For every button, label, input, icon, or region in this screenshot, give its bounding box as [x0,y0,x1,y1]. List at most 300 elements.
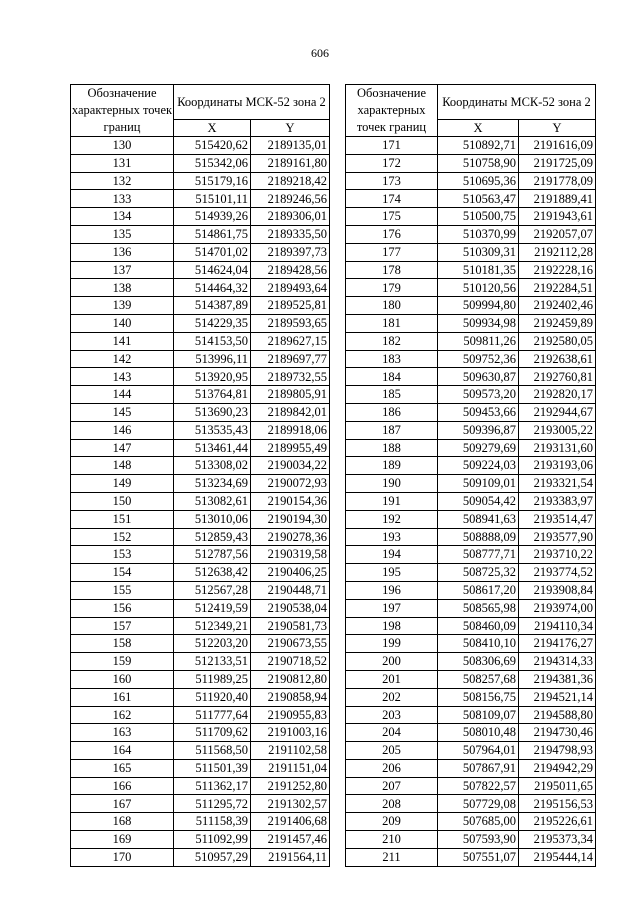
x-coordinate-cell: 512638,42 [174,564,251,582]
point-id-cell: 154 [71,564,174,582]
y-coordinate-cell: 2190955,83 [251,706,330,724]
table-row [71,261,330,279]
table-row [346,297,596,315]
x-coordinate-cell: 507685,00 [438,813,519,831]
x-coordinate-cell: 513010,06 [174,510,251,528]
table-row [71,581,330,599]
point-id-cell: 164 [71,742,174,760]
table-row [71,724,330,742]
x-coordinate-cell: 511362,17 [174,777,251,795]
table-row [71,706,330,724]
x-coordinate-cell: 509934,98 [438,314,519,332]
table-row [346,368,596,386]
point-id-cell: 201 [346,670,438,688]
y-coordinate-cell: 2193577,90 [519,528,596,546]
x-coordinate-cell: 508777,71 [438,546,519,564]
y-coordinate-cell: 2190406,25 [251,564,330,582]
x-coordinate-cell: 513920,95 [174,368,251,386]
y-coordinate-cell: 2194381,36 [519,670,596,688]
x-coordinate-cell: 513234,69 [174,475,251,493]
point-id-cell: 170 [71,848,174,866]
point-id-cell: 181 [346,314,438,332]
coordinates-table-right [345,84,596,867]
point-id-cell: 142 [71,350,174,368]
x-coordinate-cell: 512419,59 [174,599,251,617]
table-row [71,332,330,350]
y-coordinate-cell: 2190673,55 [251,635,330,653]
table-row [346,492,596,510]
y-coordinate-cell: 2189842,01 [251,403,330,421]
table-row [71,831,330,849]
table-row [346,154,596,172]
y-coordinate-cell: 2189805,91 [251,386,330,404]
x-coordinate-cell: 514229,35 [174,314,251,332]
table-row [346,350,596,368]
table-row [346,795,596,813]
y-coordinate-cell: 2193710,22 [519,546,596,564]
point-id-cell: 150 [71,492,174,510]
table-row [71,528,330,546]
x-coordinate-cell: 512787,56 [174,546,251,564]
x-coordinate-cell: 514464,32 [174,279,251,297]
y-coordinate-cell: 2192760,81 [519,368,596,386]
y-coordinate-cell: 2189397,73 [251,243,330,261]
point-id-cell: 146 [71,421,174,439]
y-coordinate-cell: 2191151,04 [251,759,330,777]
point-id-cell: 159 [71,653,174,671]
table-row [71,208,330,226]
x-coordinate-cell: 515101,11 [174,190,251,208]
y-coordinate-cell: 2191889,41 [519,190,596,208]
table-row [71,635,330,653]
point-column-header: Обозначение характерных точек границ [346,85,438,137]
point-id-cell: 151 [71,510,174,528]
point-id-cell: 196 [346,581,438,599]
point-id-cell: 160 [71,670,174,688]
x-coordinate-cell: 512349,21 [174,617,251,635]
table-row [346,670,596,688]
table-row [346,724,596,742]
x-coordinate-cell: 512203,20 [174,635,251,653]
y-coordinate-cell: 2191252,80 [251,777,330,795]
y-coordinate-cell: 2194176,27 [519,635,596,653]
point-id-cell: 209 [346,813,438,831]
y-coordinate-cell: 2189493,64 [251,279,330,297]
y-coordinate-cell: 2195444,14 [519,848,596,866]
table-row [346,706,596,724]
x-coordinate-cell: 510181,35 [438,261,519,279]
point-id-cell: 193 [346,528,438,546]
point-id-cell: 158 [71,635,174,653]
y-coordinate-cell: 2190194,30 [251,510,330,528]
point-id-cell: 162 [71,706,174,724]
point-id-cell: 185 [346,386,438,404]
x-coordinate-cell: 515342,06 [174,154,251,172]
point-id-cell: 182 [346,332,438,350]
y-coordinate-cell: 2190154,36 [251,492,330,510]
table-row [71,172,330,190]
point-id-cell: 136 [71,243,174,261]
point-id-cell: 187 [346,421,438,439]
point-id-cell: 135 [71,225,174,243]
y-coordinate-cell: 2192112,28 [519,243,596,261]
table-row [71,688,330,706]
y-coordinate-cell: 2191778,09 [519,172,596,190]
table-row [71,670,330,688]
x-coordinate-cell: 508257,68 [438,670,519,688]
table-row [346,742,596,760]
point-id-cell: 143 [71,368,174,386]
point-id-cell: 175 [346,208,438,226]
table-row [346,688,596,706]
x-coordinate-cell: 508617,20 [438,581,519,599]
table-row [71,190,330,208]
y-coordinate-cell: 2190581,73 [251,617,330,635]
y-coordinate-cell: 2189335,50 [251,225,330,243]
y-coordinate-cell: 2189525,81 [251,297,330,315]
table-row [71,653,330,671]
x-coordinate-cell: 509224,03 [438,457,519,475]
x-coordinate-cell: 508010,48 [438,724,519,742]
x-coordinate-cell: 511920,40 [174,688,251,706]
y-coordinate-cell: 2191457,46 [251,831,330,849]
x-coordinate-cell: 510892,71 [438,137,519,155]
table-row [71,759,330,777]
point-id-cell: 194 [346,546,438,564]
y-coordinate-cell: 2189955,49 [251,439,330,457]
x-coordinate-cell: 507867,91 [438,759,519,777]
table-row [346,190,596,208]
x-coordinate-cell: 507964,01 [438,742,519,760]
x-coordinate-cell: 507822,57 [438,777,519,795]
x-coordinate-cell: 508888,09 [438,528,519,546]
table-row [71,795,330,813]
x-coordinate-cell: 513082,61 [174,492,251,510]
point-id-cell: 145 [71,403,174,421]
y-column-header: Y [251,120,330,137]
y-coordinate-cell: 2189593,65 [251,314,330,332]
x-coordinate-cell: 515420,62 [174,137,251,155]
point-id-cell: 166 [71,777,174,795]
x-coordinate-cell: 508725,32 [438,564,519,582]
point-id-cell: 178 [346,261,438,279]
y-coordinate-cell: 2190538,04 [251,599,330,617]
point-id-cell: 131 [71,154,174,172]
y-coordinate-cell: 2189218,42 [251,172,330,190]
y-coordinate-cell: 2195226,61 [519,813,596,831]
table-row [346,243,596,261]
x-coordinate-cell: 510957,29 [174,848,251,866]
x-coordinate-cell: 512133,51 [174,653,251,671]
point-id-cell: 186 [346,403,438,421]
table-row [346,475,596,493]
table-row [346,137,596,155]
table-row [71,848,330,866]
table-row [346,314,596,332]
table-row [71,297,330,315]
table-body [71,137,330,867]
point-id-cell: 149 [71,475,174,493]
table-row [346,261,596,279]
x-column-header: X [174,120,251,137]
x-coordinate-cell: 511709,62 [174,724,251,742]
point-id-cell: 205 [346,742,438,760]
x-coordinate-cell: 511777,64 [174,706,251,724]
y-coordinate-cell: 2194798,93 [519,742,596,760]
x-coordinate-cell: 509279,69 [438,439,519,457]
point-id-cell: 206 [346,759,438,777]
x-coordinate-cell: 509811,26 [438,332,519,350]
table-row [346,759,596,777]
table-row [346,439,596,457]
point-id-cell: 161 [71,688,174,706]
point-id-cell: 130 [71,137,174,155]
x-coordinate-cell: 510758,90 [438,154,519,172]
point-id-cell: 167 [71,795,174,813]
table-row [71,546,330,564]
x-coordinate-cell: 508565,98 [438,599,519,617]
coordinates-table-left [70,84,330,867]
point-id-cell: 208 [346,795,438,813]
point-id-cell: 156 [71,599,174,617]
point-id-cell: 176 [346,225,438,243]
point-id-cell: 189 [346,457,438,475]
table-row [71,742,330,760]
y-coordinate-cell: 2191943,61 [519,208,596,226]
y-coordinate-cell: 2193005,22 [519,421,596,439]
point-id-cell: 148 [71,457,174,475]
y-coordinate-cell: 2190072,93 [251,475,330,493]
x-coordinate-cell: 514153,50 [174,332,251,350]
x-coordinate-cell: 509994,80 [438,297,519,315]
x-coordinate-cell: 510120,56 [438,279,519,297]
point-id-cell: 197 [346,599,438,617]
x-coordinate-cell: 514624,04 [174,261,251,279]
table-row [71,368,330,386]
point-id-cell: 141 [71,332,174,350]
x-coordinate-cell: 513996,11 [174,350,251,368]
y-coordinate-cell: 2190718,52 [251,653,330,671]
x-coordinate-cell: 508109,07 [438,706,519,724]
table-row [71,137,330,155]
table-row [346,172,596,190]
table-row [346,279,596,297]
x-coordinate-cell: 511501,39 [174,759,251,777]
table-row [346,581,596,599]
x-coordinate-cell: 511158,39 [174,813,251,831]
x-coordinate-cell: 507593,90 [438,831,519,849]
x-coordinate-cell: 510695,36 [438,172,519,190]
table-row [71,154,330,172]
point-id-cell: 132 [71,172,174,190]
point-id-cell: 174 [346,190,438,208]
y-coordinate-cell: 2192580,05 [519,332,596,350]
x-coordinate-cell: 513690,23 [174,403,251,421]
x-coordinate-cell: 510309,31 [438,243,519,261]
point-id-cell: 139 [71,297,174,315]
coordinates-group-header: Координаты МСК-52 зона 2 [174,85,330,120]
x-coordinate-cell: 512567,28 [174,581,251,599]
y-coordinate-cell: 2190278,36 [251,528,330,546]
x-coordinate-cell: 513308,02 [174,457,251,475]
y-coordinate-cell: 2192459,89 [519,314,596,332]
table-row [71,813,330,831]
point-id-cell: 191 [346,492,438,510]
x-coordinate-cell: 515179,16 [174,172,251,190]
x-coordinate-cell: 514939,26 [174,208,251,226]
x-coordinate-cell: 509752,36 [438,350,519,368]
table-row [71,243,330,261]
x-coordinate-cell: 508941,63 [438,510,519,528]
y-coordinate-cell: 2193908,84 [519,581,596,599]
y-coordinate-cell: 2192820,17 [519,386,596,404]
y-coordinate-cell: 2192638,61 [519,350,596,368]
table-row [346,457,596,475]
table-row [346,813,596,831]
table-row [346,599,596,617]
x-coordinate-cell: 509396,87 [438,421,519,439]
point-id-cell: 207 [346,777,438,795]
y-coordinate-cell: 2194588,80 [519,706,596,724]
point-id-cell: 147 [71,439,174,457]
y-coordinate-cell: 2189697,77 [251,350,330,368]
table-body [346,137,596,867]
y-coordinate-cell: 2191406,68 [251,813,330,831]
table-row [346,635,596,653]
point-id-cell: 211 [346,848,438,866]
y-coordinate-cell: 2192057,07 [519,225,596,243]
x-coordinate-cell: 514701,02 [174,243,251,261]
x-coordinate-cell: 509109,01 [438,475,519,493]
table-row [346,528,596,546]
y-coordinate-cell: 2190319,58 [251,546,330,564]
point-id-cell: 138 [71,279,174,297]
y-coordinate-cell: 2193774,52 [519,564,596,582]
x-coordinate-cell: 511092,99 [174,831,251,849]
table-row [71,439,330,457]
point-id-cell: 203 [346,706,438,724]
y-coordinate-cell: 2194521,14 [519,688,596,706]
x-coordinate-cell: 509054,42 [438,492,519,510]
x-coordinate-cell: 514387,89 [174,297,251,315]
y-coordinate-cell: 2193974,00 [519,599,596,617]
point-id-cell: 140 [71,314,174,332]
point-id-cell: 155 [71,581,174,599]
point-id-cell: 171 [346,137,438,155]
point-id-cell: 163 [71,724,174,742]
point-id-cell: 202 [346,688,438,706]
y-coordinate-cell: 2189135,01 [251,137,330,155]
x-coordinate-cell: 513535,43 [174,421,251,439]
y-coordinate-cell: 2189732,55 [251,368,330,386]
table-row [71,475,330,493]
y-coordinate-cell: 2193131,60 [519,439,596,457]
table-row [346,546,596,564]
y-coordinate-cell: 2194314,33 [519,653,596,671]
table-row [71,510,330,528]
point-id-cell: 200 [346,653,438,671]
table-row [346,510,596,528]
x-coordinate-cell: 507729,08 [438,795,519,813]
y-coordinate-cell: 2195156,53 [519,795,596,813]
table-row [71,314,330,332]
coordinates-group-header: Координаты МСК-52 зона 2 [438,85,596,120]
x-coordinate-cell: 510370,99 [438,225,519,243]
x-coordinate-cell: 509573,20 [438,386,519,404]
y-coordinate-cell: 2189306,01 [251,208,330,226]
point-id-cell: 190 [346,475,438,493]
y-coordinate-cell: 2189246,56 [251,190,330,208]
x-coordinate-cell: 509453,66 [438,403,519,421]
y-coordinate-cell: 2191003,16 [251,724,330,742]
y-coordinate-cell: 2193383,97 [519,492,596,510]
y-coordinate-cell: 2195373,34 [519,831,596,849]
point-id-cell: 180 [346,297,438,315]
point-id-cell: 153 [71,546,174,564]
point-id-cell: 195 [346,564,438,582]
table-row [346,386,596,404]
table-row [71,599,330,617]
table-row [346,617,596,635]
point-id-cell: 179 [346,279,438,297]
table-row [71,492,330,510]
y-coordinate-cell: 2191302,57 [251,795,330,813]
point-id-cell: 204 [346,724,438,742]
x-coordinate-cell: 508460,09 [438,617,519,635]
point-id-cell: 165 [71,759,174,777]
y-coordinate-cell: 2193514,47 [519,510,596,528]
point-id-cell: 173 [346,172,438,190]
point-id-cell: 157 [71,617,174,635]
x-coordinate-cell: 508410,10 [438,635,519,653]
y-coordinate-cell: 2192402,46 [519,297,596,315]
y-coordinate-cell: 2194942,29 [519,759,596,777]
table-row [346,403,596,421]
y-coordinate-cell: 2190858,94 [251,688,330,706]
table-row [346,777,596,795]
table-row [71,617,330,635]
point-id-cell: 169 [71,831,174,849]
table-row [346,208,596,226]
point-id-cell: 210 [346,831,438,849]
x-coordinate-cell: 513764,81 [174,386,251,404]
x-coordinate-cell: 514861,75 [174,225,251,243]
y-coordinate-cell: 2190448,71 [251,581,330,599]
table-row [346,225,596,243]
y-coordinate-cell: 2192284,51 [519,279,596,297]
point-id-cell: 192 [346,510,438,528]
x-coordinate-cell: 508306,69 [438,653,519,671]
y-coordinate-cell: 2189918,06 [251,421,330,439]
table-row [71,386,330,404]
y-coordinate-cell: 2190034,22 [251,457,330,475]
table-row [71,421,330,439]
y-coordinate-cell: 2189428,56 [251,261,330,279]
table-row [346,831,596,849]
table-row [71,350,330,368]
x-coordinate-cell: 511295,72 [174,795,251,813]
y-coordinate-cell: 2191102,58 [251,742,330,760]
y-column-header: Y [519,120,596,137]
y-coordinate-cell: 2191616,09 [519,137,596,155]
x-coordinate-cell: 511568,50 [174,742,251,760]
point-id-cell: 183 [346,350,438,368]
table-row [346,421,596,439]
point-id-cell: 152 [71,528,174,546]
point-id-cell: 168 [71,813,174,831]
x-coordinate-cell: 512859,43 [174,528,251,546]
y-coordinate-cell: 2189627,15 [251,332,330,350]
